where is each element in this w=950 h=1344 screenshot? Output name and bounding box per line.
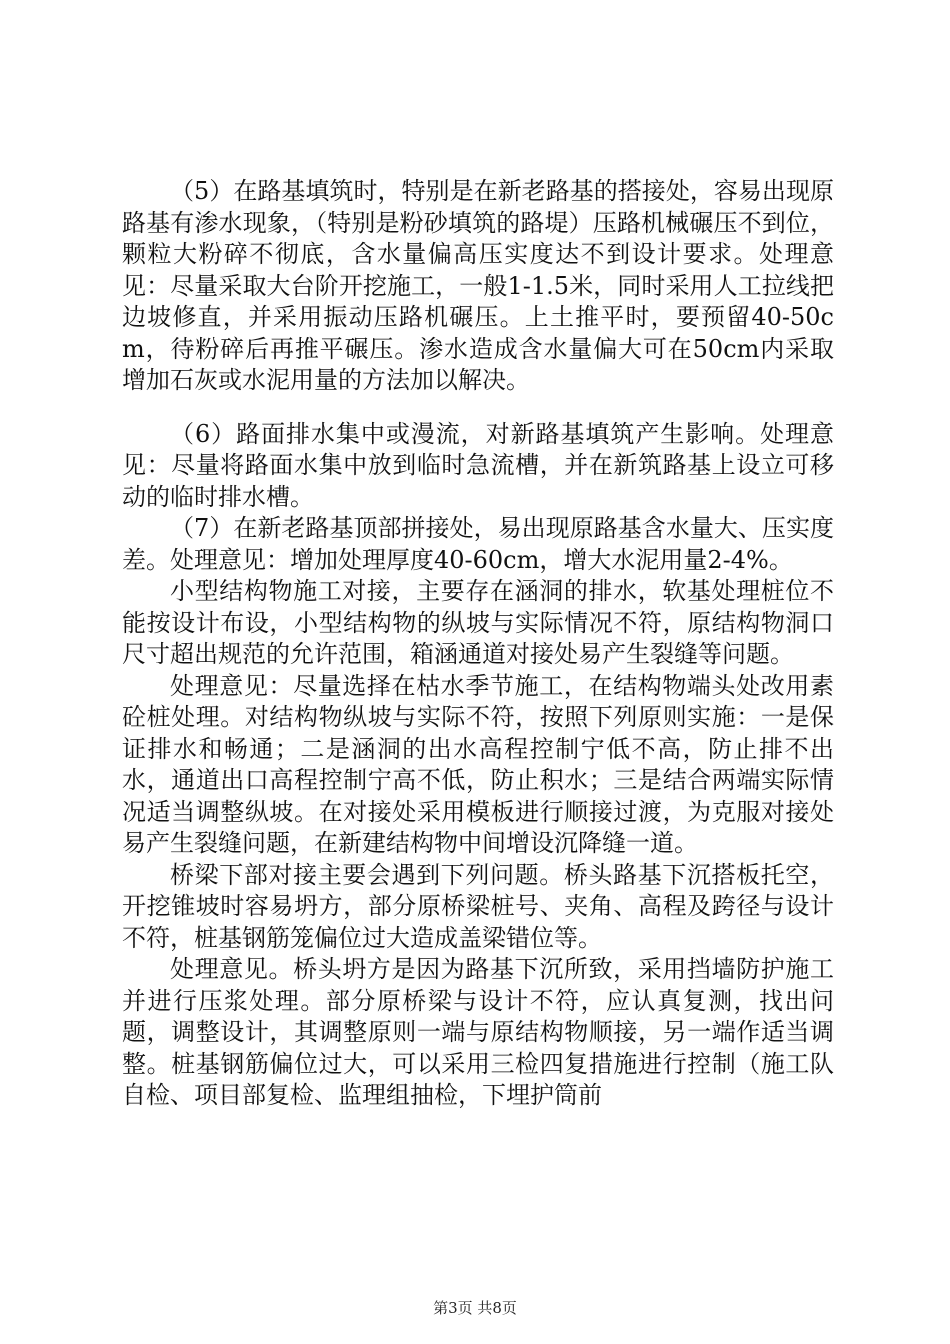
page-number-footer: 第3页 共8页 — [433, 1299, 517, 1317]
paragraph-spacer — [122, 397, 834, 419]
document-body — [122, 176, 834, 1112]
paragraph-item-7: （7）在新老路基顶部拼接处，易出现原路基含水量大、压实度差。处理意见：增加处理厚度40-60cm，增大水泥用量2-4%。 — [122, 514, 834, 574]
paragraph-small-structures: 小型结构物施工对接，主要存在涵洞的排水，软基处理桩位不能按设计布设，小型结构物的纵坡与实际情况不符，原结构物洞口尺寸超出规范的允许范围，箱涵通道对接处易产生裂缝等问题。 — [122, 577, 834, 668]
paragraph-item-6: （6）路面排水集中或漫流，对新路基填筑产生影响。处理意见：尽量将路面水集中放到临时急流槽，并在新筑路基上设立可移动的临时排水槽。 — [122, 419, 834, 511]
paragraph-bridge-handling: 处理意见。桥头坍方是因为路基下沉所致，采用挡墙防护施工并进行压浆处理。部分原桥梁与设计不符，应认真复测，找出问题，调整设计，其调整原则一端与原结构物顺接，另一端作适当调整。桩基钢筋偏位过大，可以采用三检四复措施进行控制（施工队自检、项目部复检、监理组抽检，下埋护筒前 — [122, 955, 834, 1109]
paragraph-bridge-issues: 桥梁下部对接主要会遇到下列问题。桥头路基下沉搭板托空，开挖锥坡时容易坍方，部分原桥梁桩号、夹角、高程及跨径与设计不符，桩基钢筋笼偏位过大造成盖梁错位等。 — [122, 860, 834, 952]
paragraph-item-5: （5）在路基填筑时，特别是在新老路基的搭接处，容易出现原路基有渗水现象，（特别是粉砂填筑的路堤）压路机械碾压不到位，颗粒大粉碎不彻底，含水量偏高压实度达不到设计要求。处理意见：尽量采取大台阶开挖施工，一般1-1.5米，同时采用人工拉线把边坡修直，并采用振动压路机碾压。上土推平时，要预留40-50cm，待粉碎后再推平碾压。渗水造成含水量偏大可在50cm内采取增加石灰或水泥用量的方法加以解决。 — [122, 177, 834, 394]
paragraph-small-structures-handling: 处理意见：尽量选择在枯水季节施工，在结构物端头处改用素砼桩处理。对结构物纵坡与实际不符，按照下列原则实施：一是保证排水和畅通；二是涵洞的出水高程控制宁低不高，防止排不出水，通道出口高程控制宁高不低，防止积水；三是结合两端实际情况适当调整纵坡。在对接处采用模板进行顺接过渡，为克服对接处易产生裂缝问题，在新建结构物中间增设沉降缝一道。 — [122, 671, 834, 857]
